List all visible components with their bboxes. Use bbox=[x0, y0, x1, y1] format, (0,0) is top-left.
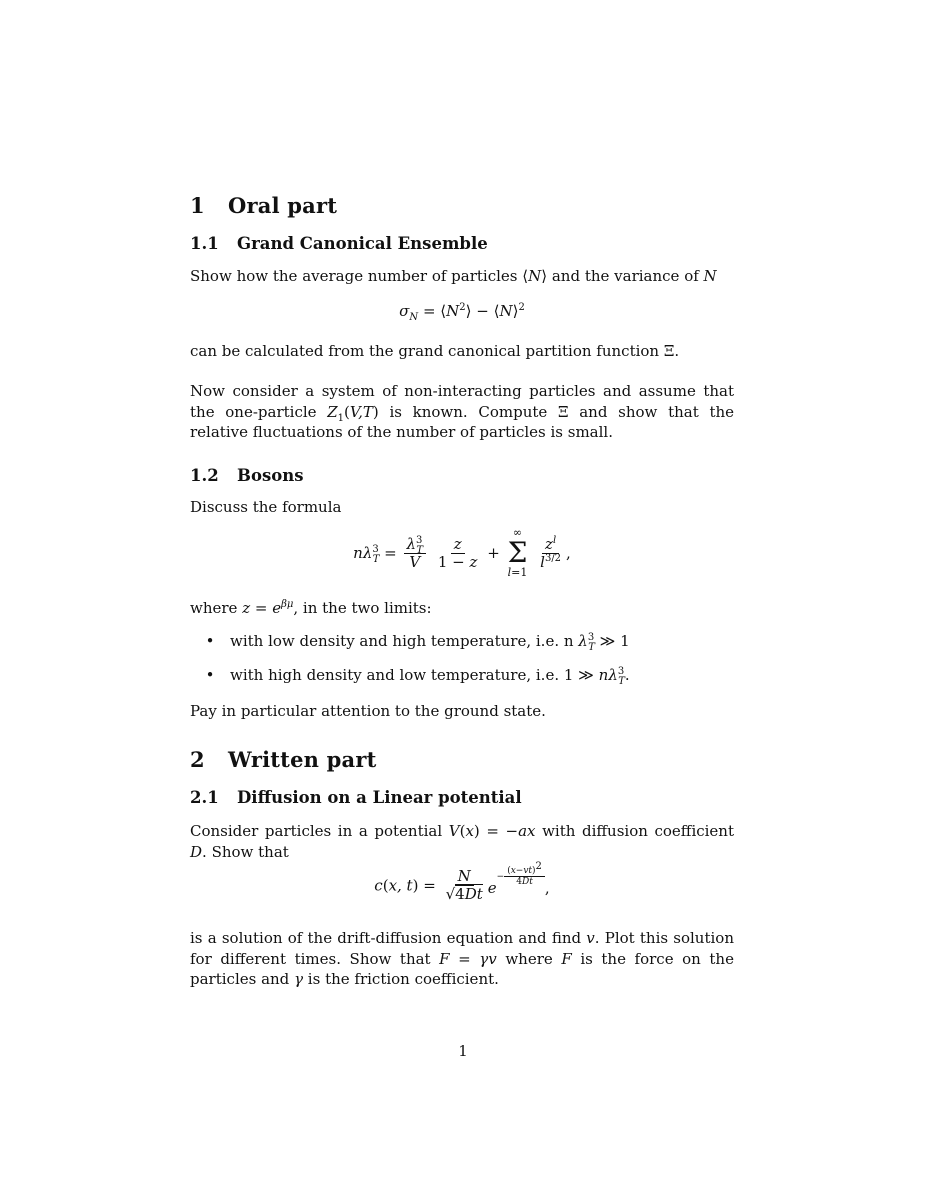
paragraph-average-number: Show how the average number of particles ⟨N⟩ and the variance of N bbox=[190, 267, 717, 285]
paragraph-drift-diffusion: is a solution of the drift-diffusion equation and find v. Plot this solution for different times. Show that F = γv where F is the force on the particles and γ is the friction coefficient. bbox=[190, 929, 734, 988]
paragraph-partition-function: can be calculated from the grand canonical partition function Ξ. bbox=[190, 342, 680, 360]
subsection-heading-2-1: 2.1 Diffusion on a Linear potential bbox=[190, 788, 522, 807]
equation-concentration: c(x, t) = $\frac{N}{√4Dt}$ $e^{- \frac{(x-vt)^2}{4Dt}}$ , bbox=[374, 861, 550, 903]
paragraph-non-interacting: Now consider a system of non-interacting particles and assume that the one-particle $Z_1(V,T)$ is known. Compute Ξ and show that the relative fluctuations of the number of particles is small. bbox=[190, 382, 735, 441]
bullet-low-density: • with low density and high temperature, i.e. n $\lambda^3_T$ ≫ 1 bbox=[190, 632, 630, 650]
paragraph-discuss-formula: Discuss the formula bbox=[190, 498, 342, 516]
equation-variance: $\sigma_N$ = $⟨N^2⟩$ − ⟨N⟩$^2$ bbox=[399, 302, 525, 323]
paragraph-where-z: where $z = e^{\beta\mu}$, in the two limits: bbox=[190, 599, 432, 617]
paragraph-ground-state: Pay in particular attention to the ground state. bbox=[190, 702, 546, 720]
bullet-high-density: • with high density and low temperature, i.e. 1 ≫ $n\lambda^3_T$. bbox=[190, 666, 630, 684]
subsection-heading-1-2: 1.2 Bosons bbox=[190, 466, 304, 485]
subsection-heading-1-1: 1.1 Grand Canonical Ensemble bbox=[190, 234, 488, 253]
section-heading-1: 1 Oral part bbox=[190, 193, 338, 218]
paragraph-linear-potential: Consider particles in a potential V(x) = −ax with diffusion coefficient D. Show that bbox=[190, 822, 734, 861]
page-number: 1 bbox=[458, 1042, 468, 1060]
bullet-icon: • bbox=[205, 666, 215, 684]
section-heading-2: 2 Written part bbox=[190, 747, 377, 772]
bullet-icon: • bbox=[205, 632, 215, 650]
equation-bose: $n\lambda^3_T$ = $\frac{\lambda^3_T}{V}$ $\frac{z}{1 - z}$ + ∞ Σ l=1 $\frac{z^l}{l^{3/2}}$ , bbox=[353, 526, 571, 579]
